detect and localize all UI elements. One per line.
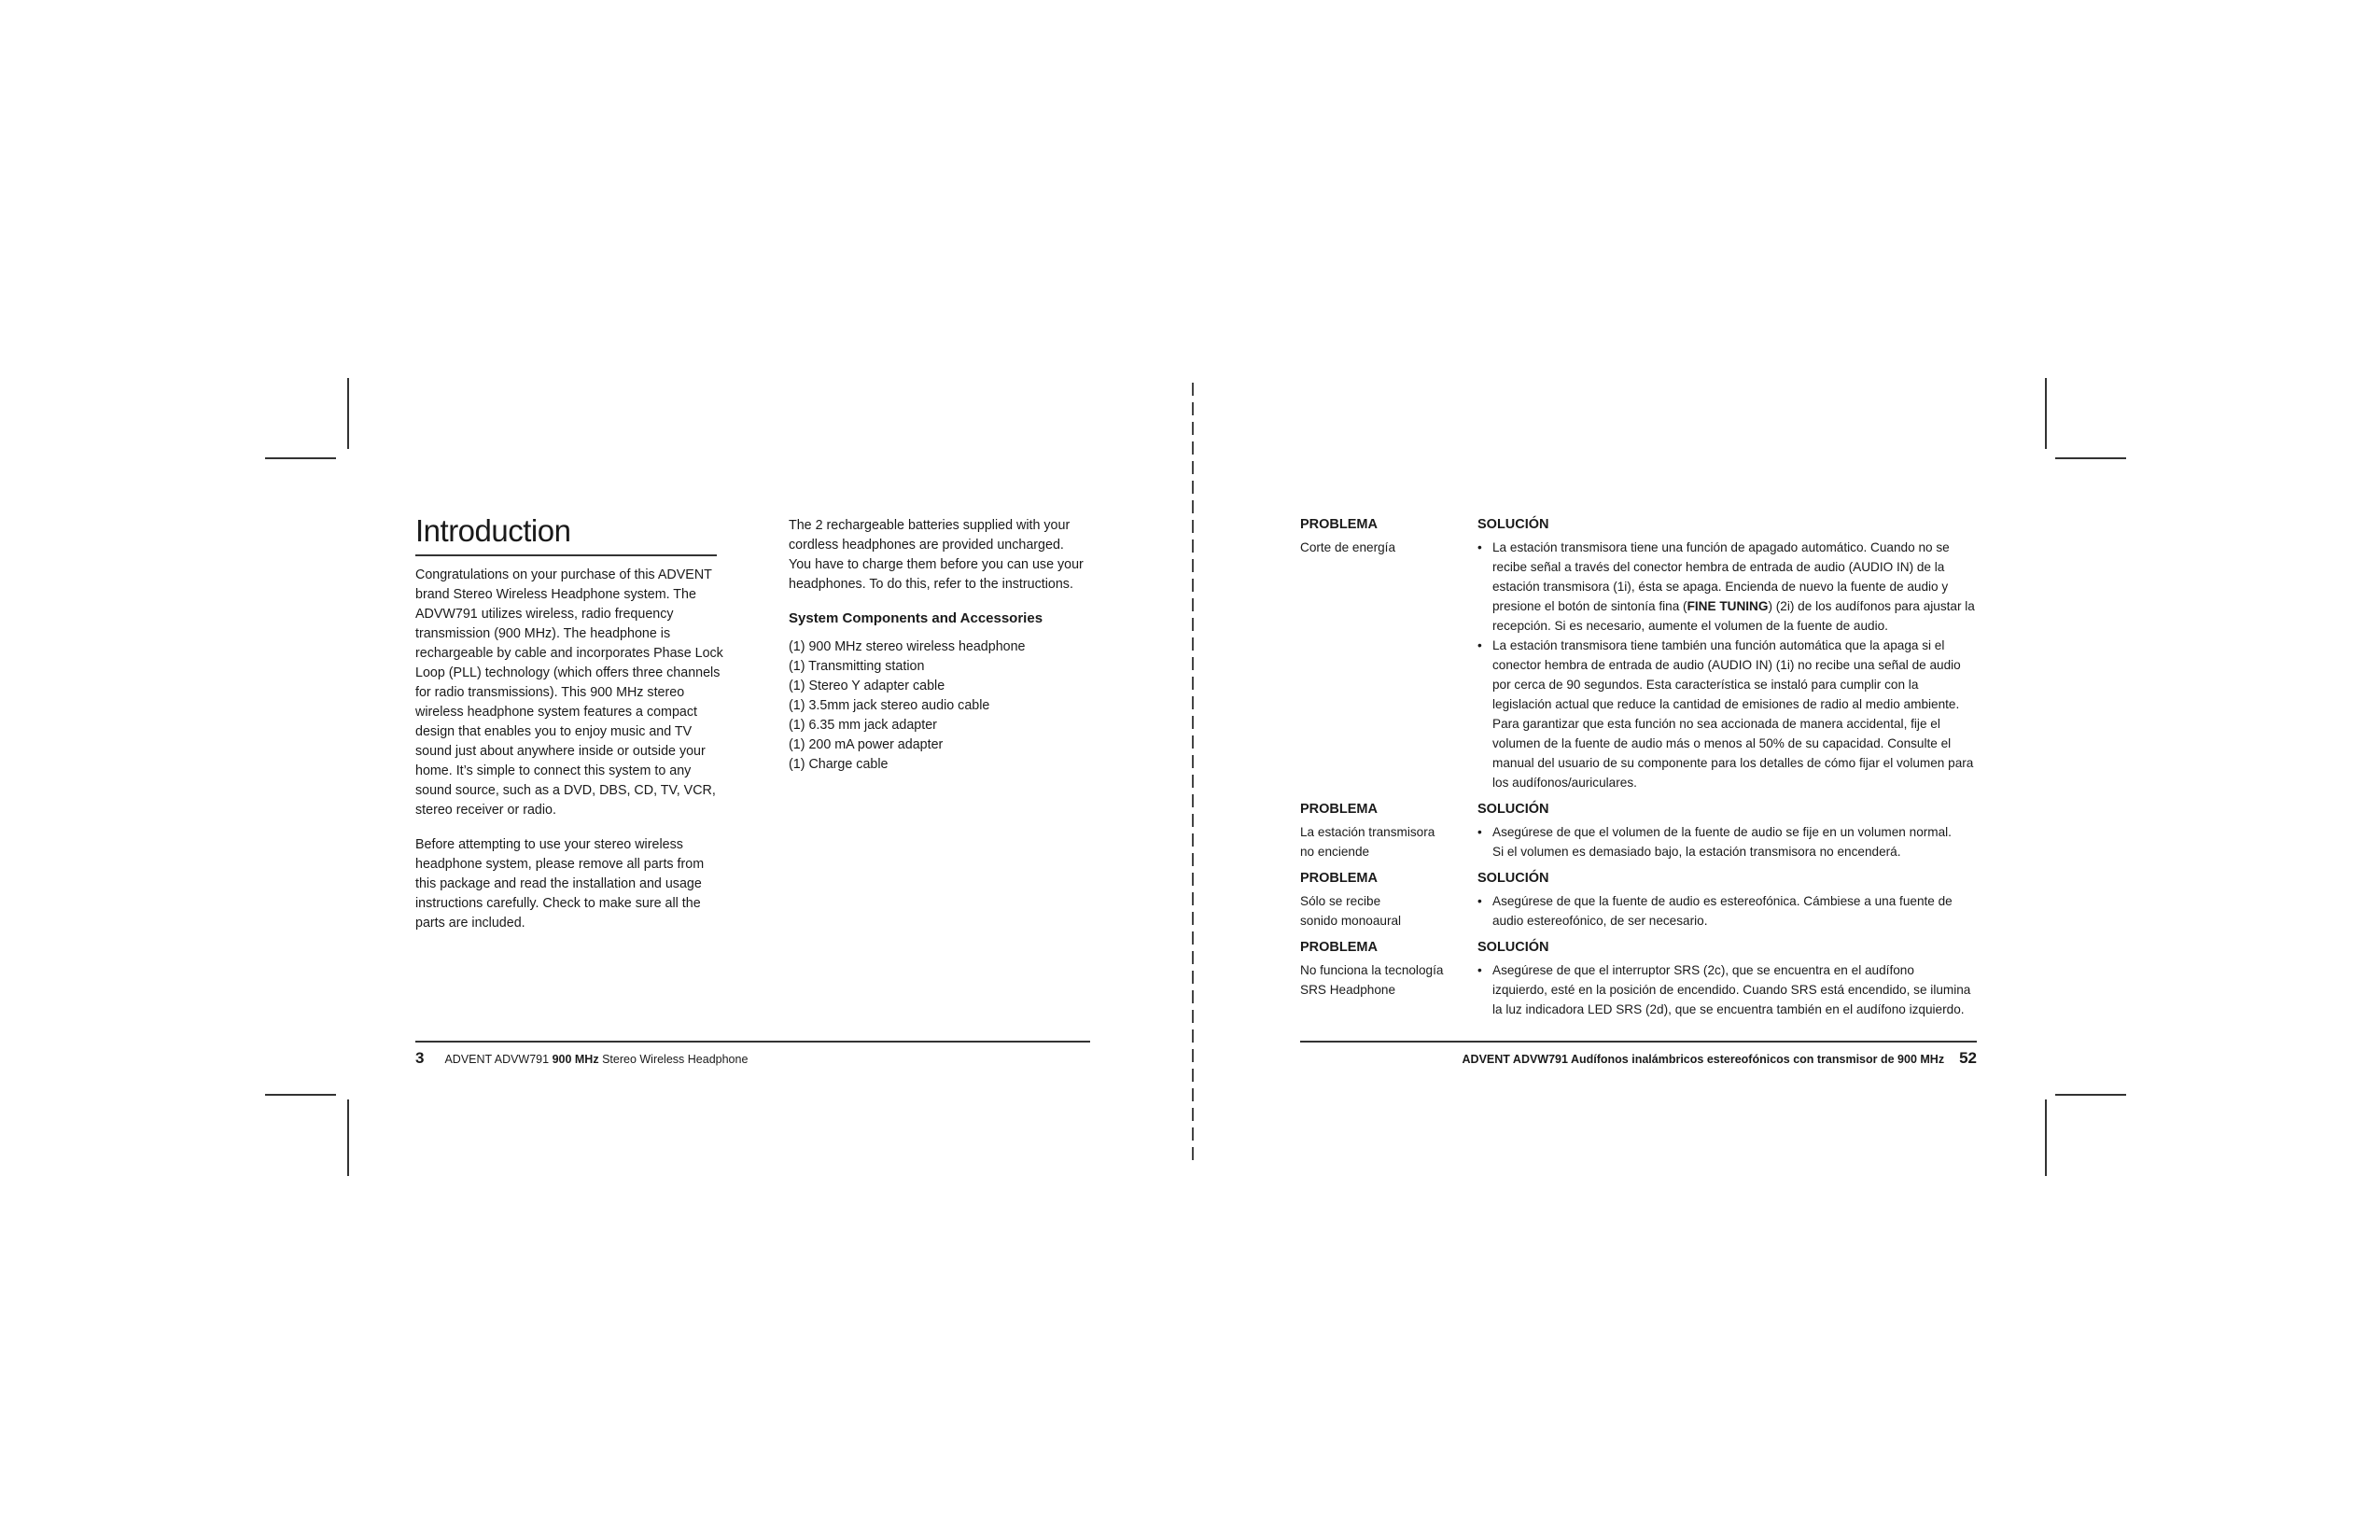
solution-header: SOLUCIÓN: [1477, 517, 1549, 532]
list-item: (1) Stereo Y adapter cable: [789, 679, 945, 693]
list-item: • Asegúrese de que el interruptor SRS (2c), que se encuentra en el audífono izquierdo, esté en la posición de encendido. Cuando SRS está encendido, se ilumina la luz indicadora LED SRS (2d), que se encuentra también en el audífono izquierdo.: [1477, 960, 1972, 1019]
problem-text: Corte de energía: [1300, 540, 1396, 554]
problem-text: Sólo se recibe sonido monoaural: [1300, 894, 1402, 928]
crop-mark: [2045, 378, 2047, 449]
list-item: (1) Transmitting station: [789, 659, 925, 674]
page-number: 3: [415, 1049, 425, 1067]
list-item: (1) 6.35 mm jack adapter: [789, 718, 937, 733]
footer-brand: ADVENT ADVW791: [444, 1053, 553, 1066]
list-item: (1) 3.5mm jack stereo audio cable: [789, 698, 990, 713]
fine-tuning-label: FINE TUNING: [1687, 599, 1769, 613]
components-column: [789, 516, 1087, 775]
crop-mark: [265, 457, 336, 459]
page-footer: [415, 1049, 748, 1068]
intro-paragraph: Before attempting to use your stereo wireless headphone system, please remove all parts from this package and read the installation and usage instructions carefully. Check to make sure all the parts are included.: [415, 837, 705, 931]
solution-list: [1477, 538, 1977, 792]
crop-mark: [347, 378, 349, 449]
solution-header: SOLUCIÓN: [1477, 940, 1549, 955]
crop-mark: [2055, 457, 2126, 459]
footer-frequency: 900 MHz: [552, 1053, 599, 1066]
battery-paragraph: The 2 rechargeable batteries supplied with your cordless headphones are provided uncharged. You have to charge them before you can use your headphones. To do this, refer to the instructions.: [789, 518, 1084, 592]
footer-brand: ADVENT ADVW791 Audífonos inalámbricos estereofónicos con transmisor de: [1462, 1053, 1898, 1066]
crop-mark: [347, 1099, 349, 1176]
footer-product: Stereo Wireless Headphone: [598, 1053, 749, 1066]
solution-header: SOLUCIÓN: [1477, 871, 1549, 886]
crop-mark: [2055, 1094, 2126, 1096]
problem-text: No funciona la tecnología SRS Headphone: [1300, 963, 1444, 997]
footer-rule: [415, 1041, 1090, 1043]
solution-header: SOLUCIÓN: [1477, 802, 1549, 817]
list-item: • Asegúrese de que la fuente de audio es estereofónica. Cámbiese a una fuente de audio estereofónico, de ser necesario.: [1477, 891, 1958, 931]
troubleshooting-table: [1300, 515, 1977, 1019]
list-item: (1) 900 MHz stereo wireless headphone: [789, 639, 1026, 654]
list-item: • Asegúrese de que el volumen de la fuente de audio se fije en un volumen normal. Si el volumen es demasiado bajo, la estación transmisora no encenderá.: [1477, 822, 1963, 861]
table-row: [1300, 515, 1977, 792]
problem-text: La estación transmisora no enciende: [1300, 825, 1435, 859]
page-fold-line: [1192, 383, 1194, 1171]
table-row: [1300, 938, 1977, 1019]
solution-list: [1477, 960, 1972, 1019]
page-title: Introduction: [415, 511, 717, 556]
list-item: • La estación transmisora tiene una función de apagado automático. Cuando no se recibe señal a través del conector hembra de entrada de audio (AUDIO IN) de la estación transmisora (1i), ésta se apaga. Encienda de nuevo la fuente de audio y presione el botón de sintonía fina (FINE TUNING) (2i) de los audífonos para ajustar la recepción. Si es necesario, aumente el volumen de la fuente de audio.: [1477, 538, 1977, 636]
list-item: (1) 200 mA power adapter: [789, 737, 944, 752]
crop-mark: [2045, 1099, 2047, 1176]
solution-list: [1477, 822, 1963, 861]
components-heading: System Components and Accessories: [789, 610, 1043, 626]
intro-paragraph: Congratulations on your purchase of this ADVENT brand Stereo Wireless Headphone system. The ADVW791 utilizes wireless, radio frequency transmission (900 MHz). The headphone is rechargeable by cable and incorporates Phase Lock Loop (PLL) technology (which offers three channels for radio transmissions). This 900 MHz stereo wireless headphone system features a compact design that enables you to enjoy music and TV sound just about anywhere inside or outside your home. It’s simple to connect this system to any sound source, such as a DVD, DBS, CD, TV, VCR, stereo receiver or radio.: [415, 567, 723, 818]
problem-header: PROBLEMA: [1300, 871, 1378, 886]
list-item: (1) Charge cable: [789, 757, 889, 772]
page-number: 52: [1959, 1049, 1977, 1067]
footer-frequency: 900 MHz: [1897, 1053, 1945, 1066]
problem-header: PROBLEMA: [1300, 517, 1378, 532]
problem-header: PROBLEMA: [1300, 940, 1378, 955]
crop-mark: [265, 1094, 336, 1096]
footer-rule: [1300, 1041, 1977, 1043]
components-list: [789, 637, 1087, 775]
intro-column: [415, 566, 723, 933]
solution-list: [1477, 891, 1958, 931]
list-item: • La estación transmisora tiene también una función automática que la apaga si el conector hembra de entrada de audio (AUDIO IN) (1i) no recibe una señal de audio por cerca de 90 segundos. Esta característica se instaló para cumplir con la legislación actual que reduce la cantidad de emisiones de radio al medio ambiente. Para garantizar que esta función no sea accionada de manera accidental, fije el volumen de la fuente de audio más o menos al 50% de su capacidad. Consulte el manual del usuario de su componente para los detalles de cómo fijar el volumen para los audífonos/auriculares.: [1477, 636, 1977, 792]
page-footer: [1300, 1049, 1977, 1068]
table-row: [1300, 869, 1977, 931]
table-row: [1300, 800, 1977, 861]
problem-header: PROBLEMA: [1300, 802, 1378, 817]
